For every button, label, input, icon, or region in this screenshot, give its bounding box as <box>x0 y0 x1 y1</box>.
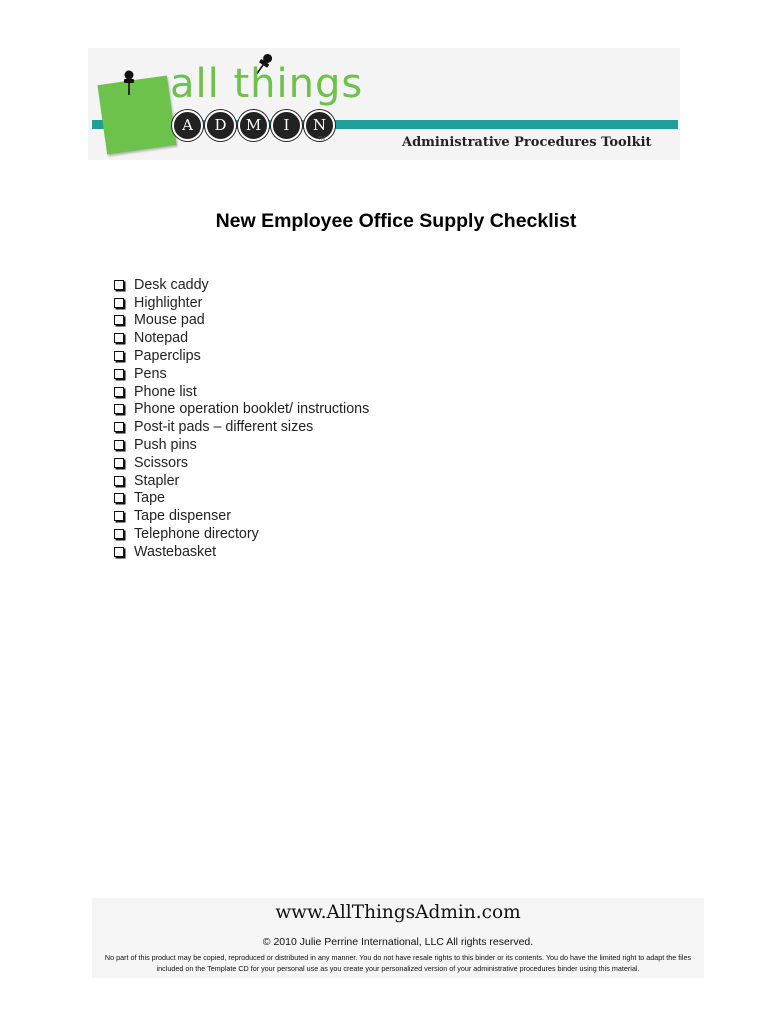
checklist-item-label: Mouse pad <box>134 312 205 329</box>
logo-key: N <box>304 110 335 141</box>
checkbox-icon[interactable] <box>114 404 124 414</box>
checklist-item[interactable] <box>113 347 369 365</box>
checklist-item-label: Phone list <box>134 383 197 400</box>
checklist-item-label: Scissors <box>134 454 189 471</box>
logo-typewriter-keys <box>172 110 335 141</box>
checklist-item-label: Pens <box>134 365 167 382</box>
trademark-mark: TM <box>318 136 326 142</box>
checkbox-icon[interactable] <box>114 280 124 290</box>
logo-key: A <box>172 110 203 141</box>
checkbox-icon[interactable] <box>114 387 124 397</box>
checklist-item[interactable] <box>113 454 369 472</box>
checklist-item[interactable] <box>113 472 369 490</box>
checklist-item-label: Phone operation booklet/ instructions <box>134 401 370 418</box>
checkbox-icon[interactable] <box>114 422 124 432</box>
checklist-item[interactable] <box>113 436 369 454</box>
checklist-item-label: Post-it pads – different sizes <box>134 419 314 436</box>
checklist-item-label: Tape <box>134 490 166 507</box>
checklist-item-label: Tape dispenser <box>134 508 231 525</box>
checklist-item[interactable] <box>113 418 369 436</box>
checklist-item[interactable] <box>113 383 369 401</box>
checkbox-icon[interactable] <box>114 369 124 379</box>
checklist-item[interactable] <box>113 401 369 419</box>
checklist-item[interactable] <box>113 312 369 330</box>
checklist-item[interactable] <box>113 525 369 543</box>
checklist-item-label: Desk caddy <box>134 276 209 293</box>
footer-disclaimer: No part of this product may be copied, reproduced or distributed in any manner. You do not have resale rights to this binder or its contents. You do have the limited right to adapt the files included on the Template CD for your personal use as you create your personalized version of your administrative procedures binder using this material. <box>104 953 692 973</box>
logo-key: I <box>271 110 302 141</box>
checkbox-icon[interactable] <box>114 529 124 539</box>
checklist-item[interactable] <box>113 543 369 561</box>
checklist-item-label: Wastebasket <box>134 543 217 560</box>
checklist-item[interactable] <box>113 329 369 347</box>
checkbox-icon[interactable] <box>114 315 124 325</box>
pushpin-icon <box>120 70 138 96</box>
checklist-item-label: Paperclips <box>134 348 201 365</box>
logo-key: D <box>205 110 236 141</box>
footer-copyright: © 2010 Julie Perrine International, LLC All rights reserved. <box>262 936 534 948</box>
page-title: New Employee Office Supply Checklist <box>215 210 577 232</box>
checklist-item[interactable] <box>113 507 369 525</box>
logo-key: M <box>238 110 269 141</box>
checklist-item[interactable] <box>113 294 369 312</box>
checklist-item-label: Stapler <box>134 472 180 489</box>
footer-website-link[interactable]: www.AllThingsAdmin.com <box>275 902 521 923</box>
checkbox-icon[interactable] <box>114 351 124 361</box>
checklist-item-label: Push pins <box>134 437 197 454</box>
checkbox-icon[interactable] <box>114 458 124 468</box>
checklist-item[interactable] <box>113 490 369 508</box>
checklist-item-label: Highlighter <box>134 294 203 311</box>
checkbox-icon[interactable] <box>114 333 124 343</box>
checkbox-icon[interactable] <box>114 493 124 503</box>
checklist-item[interactable] <box>113 365 369 383</box>
checklist-item[interactable] <box>113 276 369 294</box>
supply-checklist <box>113 276 369 561</box>
checkbox-icon[interactable] <box>114 547 124 557</box>
checklist-item-label: Notepad <box>134 330 189 347</box>
checkbox-icon[interactable] <box>114 440 124 450</box>
checkbox-icon[interactable] <box>114 298 124 308</box>
checkbox-icon[interactable] <box>114 476 124 486</box>
logo-wordmark: all things <box>170 61 364 107</box>
toolkit-title: Administrative Procedures Toolkit <box>402 135 652 150</box>
checklist-item-label: Telephone directory <box>134 526 259 543</box>
checkbox-icon[interactable] <box>114 511 124 521</box>
